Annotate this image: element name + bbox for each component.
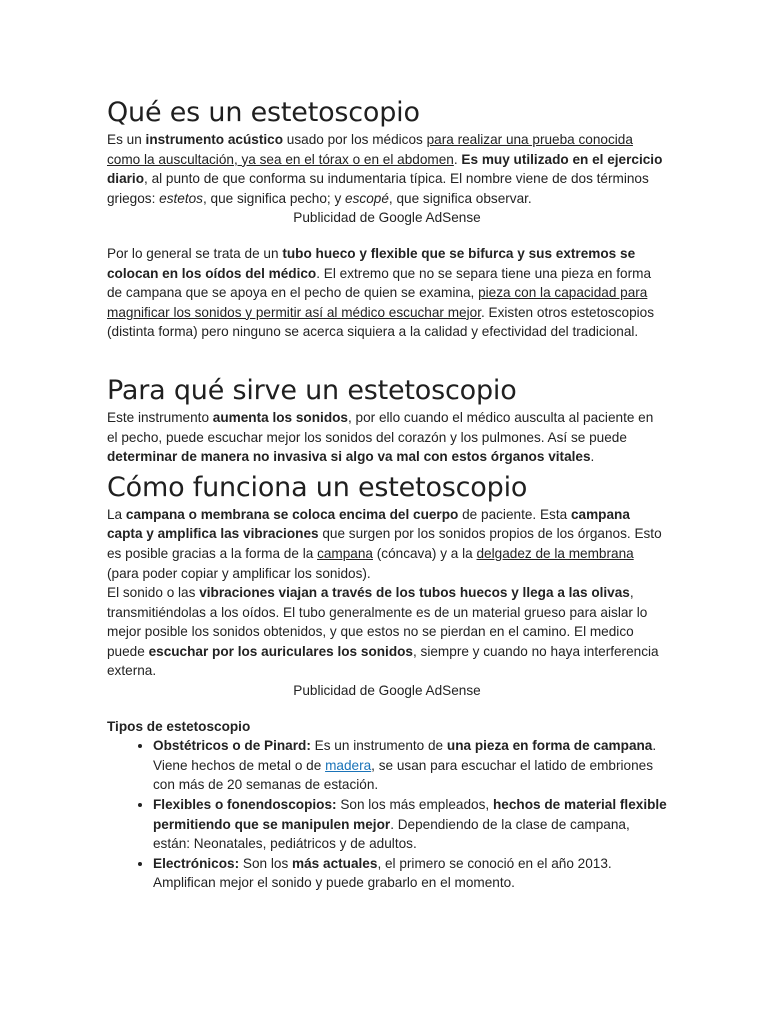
list-item: • Flexibles o fonendoscopios: Son los más empleados, hechos de material flexible permitiendo que se manipulen mejor. Dependiendo de la clase de campana, están: Neonatales, pediátricos y de adultos. (153, 795, 667, 854)
bold-text: Obstétricos o de Pinard: (153, 738, 311, 754)
bold-text: vibraciones viajan a través de los tubos huecos y llega a las olivas (199, 585, 630, 601)
inline-link[interactable]: madera (325, 757, 372, 773)
bold-text: Flexibles o fonendoscopios: (153, 797, 337, 813)
types-heading: Tipos de estetoscopio (107, 718, 251, 734)
list-item: • Obstétricos o de Pinard: Es un instrumento de una pieza en forma de campana. Viene hechos de metal o de madera, se usan para escuchar el latido de embriones con más de 20 semanas de estación. (153, 736, 667, 795)
underlined-text: delgadez de la membrana (476, 545, 634, 561)
underlined-text: campana (317, 545, 373, 561)
underlined-text: pieza con la capacidad para magnificar los sonidos y permitir así al médico escuchar mejor (107, 285, 648, 320)
paragraph-funcionamiento-2: El sonido o las vibraciones viajan a través de los tubos huecos y llega a las olivas, transmitiéndolas a los oídos. El tubo generalmente es de un material grueso para aislar lo mejor posible los sonidos obtenidos, y que estos no se pierdan en el camino. El medico puede escuchar por los auriculares los sonidos, siempre y cuando no haya interferencia externa. (107, 585, 659, 679)
paragraph-definicion: Es un instrumento acústico usado por los médicos para realizar una prueba conocida como la auscultación, ya sea en el tórax o en el abdomen. Es muy utilizado en el ejercicio diario, al punto de que conforma su indumentaria típica. El nombre viene de dos términos griegos: estetos, que significa pecho; y escopé, que significa observar. (107, 132, 663, 206)
bold-text: determinar de manera no invasiva si algo va mal con estos órganos vitales (107, 449, 591, 465)
section-title-como-funciona: Cómo funciona un estetoscopio (107, 471, 528, 503)
bold-text: hechos de material flexible permitiendo que se manipulen mejor (153, 797, 667, 832)
bold-text: Es muy utilizado en el ejercicio diario (107, 151, 663, 187)
bold-text: instrumento acústico (145, 132, 284, 147)
paragraph-descripcion: Por lo general se trata de un tubo hueco y flexible que se bifurca y sus extremos se colocan en los oídos del médico. El extremo que no se separa tiene una pieza en forma de campana que se apoya en el pecho de quien se examina, pieza con la capacidad para magnificar los sonidos y permitir así al médico escuchar mejor. Existen otros estetoscopios (distinta forma) pero ninguno se acerca siquiera a la calidad y efectividad del tradicional. (107, 245, 655, 340)
bold-text: campana o membrana se coloca encima del cuerpo (125, 506, 459, 522)
adsense-notice: Publicidad de Google AdSense (293, 210, 481, 226)
paragraph-funcionamiento-1: La campana o membrana se coloca encima del cuerpo de paciente. Esta campana capta y amplifica las vibraciones que surgen por los sonidos propios de los órganos. Esto es posible gracias a la forma de la campana (cóncava) y a la delgadez de la membrana (para poder copiar y amplificar los sonidos). (107, 506, 662, 581)
document-page (107, 96, 667, 893)
adsense-notice: Publicidad de Google AdSense (293, 683, 481, 699)
list-item: • Electrónicos: Son los más actuales, el primero se conoció en el año 2013. Amplifican mejor el sonido y puede grabarlo en el momento. (153, 854, 667, 893)
bold-text: una pieza en forma de campana (446, 738, 653, 754)
italic-text: estetos (159, 190, 203, 206)
paragraph-uso: Este instrumento aumenta los sonidos, por ello cuando el médico ausculta al paciente en el pecho, puede escuchar mejor los sonidos del corazón y los pulmones. Así se puede determinar de manera no invasiva si algo va mal con estos órganos vitales. (107, 409, 654, 465)
types-list (107, 736, 667, 893)
bold-text: escuchar por los auriculares los sonidos (148, 643, 413, 659)
italic-text: escopé (345, 190, 389, 206)
bold-text: campana capta y amplifica las vibraciones (107, 506, 630, 542)
bold-text: tubo hueco y flexible que se bifurca y sus extremos se colocan en los oídos del médico (107, 245, 636, 281)
section-title-que-es: Qué es un estetoscopio (107, 97, 420, 128)
bold-text: Electrónicos: (153, 855, 240, 871)
bold-text: más actuales (292, 855, 378, 871)
bold-text: aumenta los sonidos (212, 409, 348, 425)
section-title-para-que-sirve: Para qué sirve un estetoscopio (107, 374, 517, 406)
underlined-text: para realizar una prueba conocida como la auscultación, ya sea en el tórax o en el abdomen (107, 132, 633, 167)
